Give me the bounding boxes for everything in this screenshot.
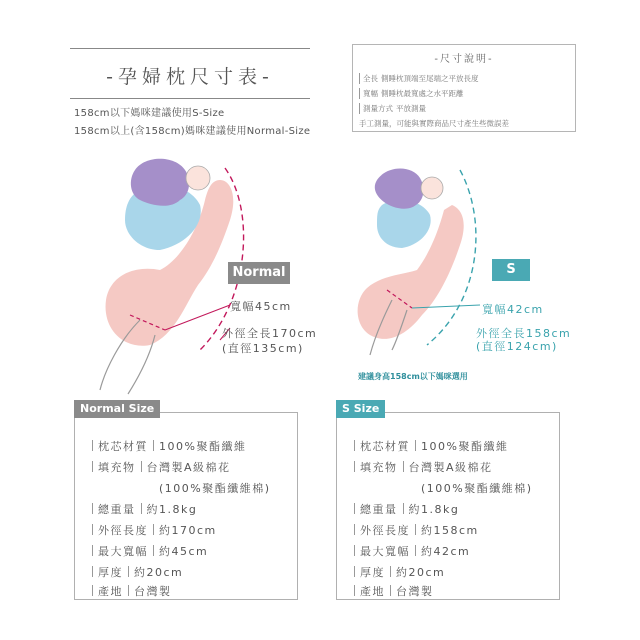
spec-row: 最大寬幅 約45cm bbox=[87, 543, 208, 559]
note-key: 測量方式 bbox=[359, 103, 393, 114]
spec-row: 總重量 約1.8kg bbox=[349, 501, 459, 517]
normal-pillow-illustration bbox=[80, 150, 340, 400]
size-chart-title bbox=[70, 48, 310, 108]
s-width-label: 寬幅42cm bbox=[482, 303, 544, 316]
s-height-suggestion: 建議身高158cm以下媽咪選用 bbox=[358, 372, 468, 381]
title-text: -孕婦枕尺寸表- bbox=[106, 66, 274, 88]
notes-title: -尺寸說明- bbox=[434, 54, 494, 65]
title-bottom-rule bbox=[70, 98, 310, 99]
note-line bbox=[359, 103, 426, 114]
spec-row: 填充物 台灣製A級棉花 bbox=[349, 459, 493, 475]
normal-length-label: 外徑全長170cm bbox=[222, 327, 318, 340]
note-text: 手工測量，可能與實際商品尺寸產生些微誤差 bbox=[359, 119, 509, 128]
spec-row: 產地 台灣製 bbox=[87, 583, 172, 599]
spec-row: 厚度 約20cm bbox=[87, 564, 183, 580]
note-key: 全長 bbox=[359, 73, 378, 84]
normal-panel-title: Normal Size bbox=[74, 400, 160, 418]
s-length-label: 外徑全長158cm bbox=[476, 327, 572, 340]
hair-shape bbox=[375, 168, 424, 208]
face-shape bbox=[421, 177, 443, 199]
normal-width-label: 寬幅45cm bbox=[230, 300, 292, 313]
s-panel-title: S Size bbox=[336, 400, 385, 418]
usage-line-small: 158cm以下媽咪建議使用S-Size bbox=[74, 108, 225, 119]
s-diameter-label: (直徑124cm) bbox=[476, 340, 558, 353]
s-badge: S bbox=[492, 259, 530, 281]
s-spec-panel bbox=[336, 402, 560, 600]
size-notes-box bbox=[352, 44, 576, 132]
note-text: 側睡枕最寬處之水平距離 bbox=[381, 89, 464, 98]
spec-row: 總重量 約1.8kg bbox=[87, 501, 197, 517]
hair-shape bbox=[131, 159, 189, 206]
spec-row: 厚度 約20cm bbox=[349, 564, 445, 580]
spec-row: 枕芯材質 100%聚酯纖維 bbox=[349, 438, 508, 454]
usage-line-normal: 158cm以上(含158cm)媽咪建議使用Normal-Size bbox=[74, 126, 311, 137]
title-top-rule bbox=[70, 48, 310, 49]
normal-spec-panel bbox=[74, 402, 298, 600]
spec-row: 最大寬幅 約42cm bbox=[349, 543, 470, 559]
note-line bbox=[359, 88, 464, 99]
spec-row: 外徑長度 約170cm bbox=[87, 522, 217, 538]
spec-row: (100%聚酯纖維棉) bbox=[159, 482, 271, 495]
note-text: 平放測量 bbox=[396, 104, 426, 113]
note-text: 側睡枕頂端至尾端之平放長度 bbox=[381, 74, 479, 83]
note-key: 寬幅 bbox=[359, 88, 378, 99]
normal-badge: Normal bbox=[228, 262, 290, 284]
face-shape bbox=[186, 166, 210, 190]
spec-row: 產地 台灣製 bbox=[349, 583, 434, 599]
note-line bbox=[359, 73, 479, 84]
normal-diameter-label: (直徑135cm) bbox=[222, 342, 304, 355]
spec-row: (100%聚酯纖維棉) bbox=[421, 482, 533, 495]
spec-row: 枕芯材質 100%聚酯纖維 bbox=[87, 438, 246, 454]
s-pillow-illustration bbox=[352, 150, 492, 365]
spec-row: 填充物 台灣製A級棉花 bbox=[87, 459, 231, 475]
spec-row: 外徑長度 約158cm bbox=[349, 522, 479, 538]
note-line bbox=[359, 118, 509, 129]
